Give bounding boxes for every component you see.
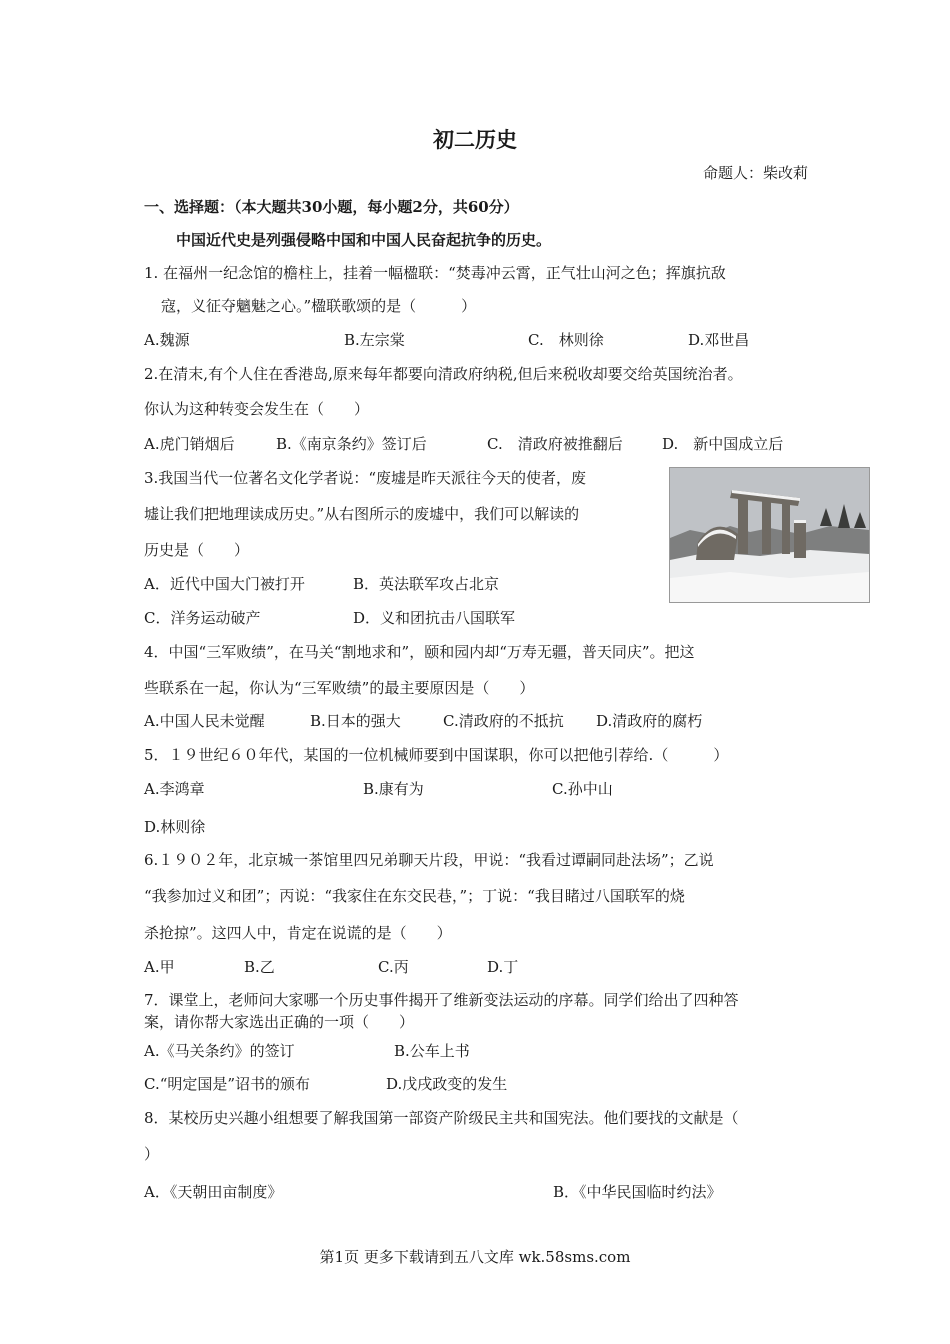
ruins-photo: [669, 467, 870, 603]
page-title: 初二历史: [433, 127, 517, 152]
q4-option-b: B.日本的强大: [310, 712, 401, 730]
q5-option-b: B.康有为: [363, 780, 424, 798]
section-heading: 一、选择题：（本大题共30小题，每小题2分，共60分）: [144, 198, 519, 216]
q6-text-line1: 6.１９０２年，北京城一茶馆里四兄弟聊天片段，甲说：“我看过谭嗣同赴法场”；乙说: [144, 851, 714, 869]
ruins-illustration: [670, 468, 869, 602]
q4-text-line2: 些联系在一起，你认为“三军败绩”的最主要原因是（ ）: [144, 679, 535, 697]
q1-option-c: C. 林则徐: [528, 331, 604, 349]
q6-text-line2: “我参加过义和团”；丙说：“我家住在东交民巷，”；丁说：“我目睹过八国联军的烧: [144, 887, 685, 905]
q2-text-line2: 你认为这种转变会发生在（ ）: [144, 400, 370, 418]
q5-option-c: C.孙中山: [552, 780, 613, 798]
q3-text-line1: 3.我国当代一位著名文化学者说：“废墟是昨天派往今天的使者，废: [144, 469, 586, 487]
q6-option-b: B.乙: [244, 958, 275, 976]
q6-option-d: D.丁: [487, 958, 519, 976]
q8-text-line2: ）: [144, 1145, 160, 1163]
q3-text-line3: 历史是（ ）: [144, 541, 250, 559]
q7-option-b: B.公车上书: [394, 1042, 470, 1060]
q8-option-b: B．《中华民国临时约法》: [553, 1183, 722, 1201]
q4-option-a: A.中国人民未觉醒: [144, 712, 265, 730]
q2-option-a: A.虎门销烟后: [144, 435, 235, 453]
q3-option-d: D．义和团抗击八国联军: [353, 609, 516, 627]
q4-option-d: D.清政府的腐朽: [596, 712, 703, 730]
q1-option-b: B.左宗棠: [344, 331, 405, 349]
q5-option-a: A.李鸿章: [144, 780, 205, 798]
q3-text-line2: 墟让我们把地理读成历史。”从右图所示的废墟中，我们可以解读的: [144, 505, 580, 523]
q7-text-line2: 案，请你帮大家选出正确的一项（ ）: [144, 1013, 415, 1031]
q2-text-line1: 2.在清末,有个人住在香港岛,原来每年都要向清政府纳税,但后来税收却要交给英国统治者。: [144, 365, 743, 383]
q1-option-a: A.魏源: [144, 331, 190, 349]
q7-option-a: A.《马关条约》的签订: [144, 1042, 295, 1060]
q8-option-a: A．《天朝田亩制度》: [144, 1183, 283, 1201]
q1-option-d: D.邓世昌: [688, 331, 750, 349]
q6-option-c: C.丙: [378, 958, 409, 976]
q1-text-line2: 寇，义征夺魑魅之心。”楹联歌颂的是（ ）: [161, 297, 477, 315]
q5-text-line1: 5．１９世纪６０年代，某国的一位机械师要到中国谋职，你可以把他引荐给.（ ）: [144, 746, 729, 764]
q3-option-b: B．英法联军攻占北京: [353, 575, 500, 593]
q7-text-line1: 7．课堂上，老师问大家哪一个历史事件揭开了维新变法运动的序幕。同学们给出了四种答: [144, 991, 739, 1009]
q3-option-c: C．洋务运动破产: [144, 609, 261, 627]
q2-option-c: C. 清政府被推翻后: [487, 435, 623, 453]
q8-text-line1: 8．某校历史兴趣小组想要了解我国第一部资产阶级民主共和国宪法。他们要找的文献是（: [144, 1109, 739, 1127]
q6-text-line3: 杀抢掠”。这四人中，肯定在说谎的是（ ）: [144, 924, 452, 942]
q5-option-d: D.林则徐: [144, 818, 206, 836]
q3-option-a: A．近代中国大门被打开: [144, 575, 305, 593]
q1-text-line1: 1. 在福州一纪念馆的檐柱上，挂着一幅楹联：“焚毒冲云霄，正气壮山河之色；挥旗抗敌: [144, 264, 726, 282]
q2-option-d: D. 新中国成立后: [662, 435, 784, 453]
q4-text-line1: 4．中国“三军败绩”，在马关“割地求和”，颐和园内却“万寿无疆，普天同庆”。把这: [144, 643, 695, 661]
q2-option-b: B.《南京条约》签订后: [276, 435, 427, 453]
page-footer: 第1页 更多下载请到五八文库 wk.58sms.com: [319, 1248, 631, 1266]
q7-option-d: D.戊戌政变的发生: [386, 1075, 508, 1093]
section-intro: 中国近代史是列强侵略中国和中国人民奋起抗争的历史。: [176, 231, 552, 249]
author-line: 命题人：柴改莉: [702, 164, 808, 182]
q6-option-a: A.甲: [144, 958, 175, 976]
q7-option-c: C.“明定国是”诏书的颁布: [144, 1075, 311, 1093]
q4-option-c: C.清政府的不抵抗: [443, 712, 564, 730]
